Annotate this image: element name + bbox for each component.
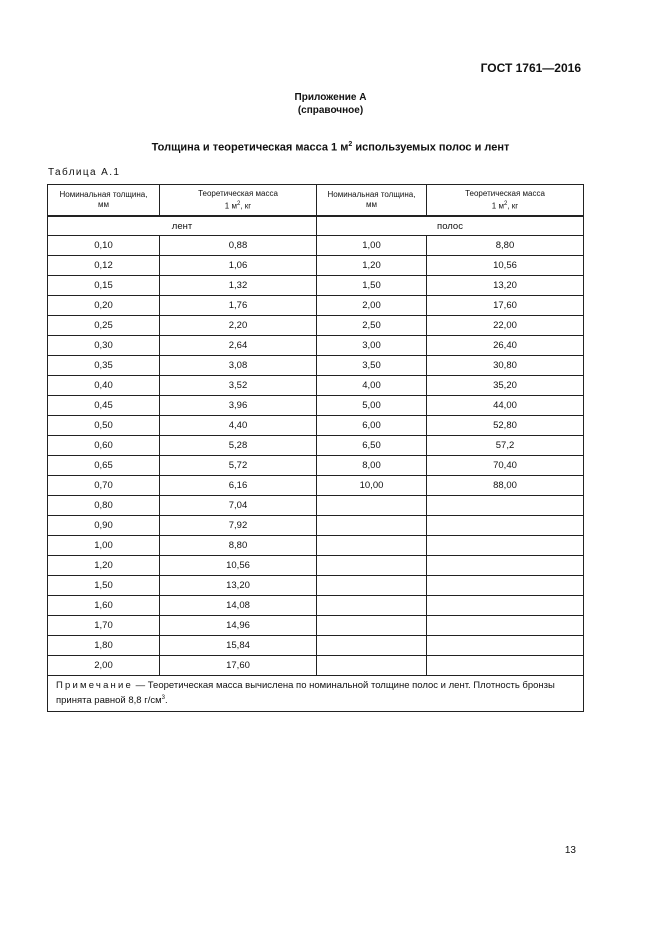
band-thickness-cell bbox=[317, 596, 427, 616]
band-thickness-cell bbox=[317, 516, 427, 536]
table-row bbox=[48, 256, 584, 276]
strip-thickness-cell: 0,35 bbox=[48, 356, 160, 376]
strip-mass-cell: 3,96 bbox=[160, 396, 317, 416]
appendix-subtitle: (справочное) bbox=[297, 105, 364, 116]
table-row bbox=[48, 416, 584, 436]
header-mass-line1: Теоретическая масса bbox=[465, 188, 545, 198]
header-mass-line2 bbox=[160, 199, 316, 212]
header-mass-unit-kg: , кг bbox=[240, 201, 252, 211]
table-row bbox=[48, 536, 584, 556]
table-row bbox=[48, 516, 584, 536]
strip-mass-cell: 10,56 bbox=[160, 556, 317, 576]
note-row bbox=[48, 676, 584, 712]
band-thickness-cell: 5,00 bbox=[317, 396, 427, 416]
band-mass-cell: 30,80 bbox=[427, 356, 584, 376]
band-mass-cell: 57,2 bbox=[427, 436, 584, 456]
header-thickness-line2: мм bbox=[366, 200, 377, 209]
strip-mass-cell: 5,28 bbox=[160, 436, 317, 456]
appendix-heading bbox=[0, 91, 661, 117]
strip-mass-cell: 1,06 bbox=[160, 256, 317, 276]
header-mass-line1: Теоретическая масса bbox=[198, 188, 278, 198]
band-mass-cell: 13,20 bbox=[427, 276, 584, 296]
table-row bbox=[48, 316, 584, 336]
header-thickness-right bbox=[317, 185, 427, 217]
strip-mass-cell: 15,84 bbox=[160, 636, 317, 656]
table-row bbox=[48, 436, 584, 456]
standard-number: ГОСТ 1761—2016 bbox=[480, 61, 581, 75]
strip-thickness-cell: 1,20 bbox=[48, 556, 160, 576]
table-row bbox=[48, 376, 584, 396]
band-thickness-cell bbox=[317, 636, 427, 656]
strip-mass-cell: 0,88 bbox=[160, 236, 317, 256]
table-row bbox=[48, 336, 584, 356]
band-thickness-cell: 8,00 bbox=[317, 456, 427, 476]
band-thickness-cell: 1,50 bbox=[317, 276, 427, 296]
strip-thickness-cell: 0,40 bbox=[48, 376, 160, 396]
section-label-bands: полос bbox=[317, 216, 584, 236]
table-row bbox=[48, 396, 584, 416]
band-mass-cell bbox=[427, 536, 584, 556]
band-thickness-cell: 3,50 bbox=[317, 356, 427, 376]
strip-thickness-cell: 0,50 bbox=[48, 416, 160, 436]
strip-thickness-cell: 1,70 bbox=[48, 616, 160, 636]
band-thickness-cell: 6,50 bbox=[317, 436, 427, 456]
header-thickness-line2: мм bbox=[98, 200, 109, 209]
document-title bbox=[0, 141, 661, 154]
header-thickness-line1: Номинальная толщина, bbox=[59, 190, 148, 199]
band-thickness-cell: 10,00 bbox=[317, 476, 427, 496]
note-superscript: 3 bbox=[161, 695, 165, 701]
band-thickness-cell: 6,00 bbox=[317, 416, 427, 436]
band-mass-cell: 17,60 bbox=[427, 296, 584, 316]
band-thickness-cell: 1,20 bbox=[317, 256, 427, 276]
appendix-title: Приложение А bbox=[294, 92, 367, 103]
strip-mass-cell: 4,40 bbox=[160, 416, 317, 436]
page-number: 13 bbox=[564, 845, 576, 856]
strip-mass-cell: 7,04 bbox=[160, 496, 317, 516]
band-thickness-cell: 3,00 bbox=[317, 336, 427, 356]
band-thickness-cell bbox=[317, 656, 427, 676]
section-label-strips: лент bbox=[48, 216, 317, 236]
band-thickness-cell: 2,50 bbox=[317, 316, 427, 336]
strip-mass-cell: 14,08 bbox=[160, 596, 317, 616]
table-row bbox=[48, 356, 584, 376]
strip-mass-cell: 1,32 bbox=[160, 276, 317, 296]
band-mass-cell: 44,00 bbox=[427, 396, 584, 416]
table-note bbox=[48, 676, 584, 712]
table-row bbox=[48, 276, 584, 296]
strip-thickness-cell: 2,00 bbox=[48, 656, 160, 676]
band-mass-cell: 88,00 bbox=[427, 476, 584, 496]
table-label: Таблица А.1 bbox=[48, 167, 121, 178]
strip-thickness-cell: 1,60 bbox=[48, 596, 160, 616]
strip-thickness-cell: 0,20 bbox=[48, 296, 160, 316]
band-thickness-cell: 2,00 bbox=[317, 296, 427, 316]
table-row bbox=[48, 656, 584, 676]
header-mass-line2 bbox=[427, 199, 583, 212]
band-mass-cell bbox=[427, 576, 584, 596]
band-thickness-cell bbox=[317, 616, 427, 636]
strip-mass-cell: 13,20 bbox=[160, 576, 317, 596]
band-mass-cell bbox=[427, 516, 584, 536]
band-thickness-cell bbox=[317, 576, 427, 596]
band-mass-cell: 26,40 bbox=[427, 336, 584, 356]
table-row bbox=[48, 296, 584, 316]
header-mass-sup: 2 bbox=[236, 200, 241, 207]
strip-thickness-cell: 0,80 bbox=[48, 496, 160, 516]
strip-thickness-cell: 0,25 bbox=[48, 316, 160, 336]
strip-thickness-cell: 0,90 bbox=[48, 516, 160, 536]
band-thickness-cell: 4,00 bbox=[317, 376, 427, 396]
header-mass-right bbox=[427, 185, 584, 217]
strip-mass-cell: 3,52 bbox=[160, 376, 317, 396]
header-thickness-left bbox=[48, 185, 160, 217]
strip-mass-cell: 3,08 bbox=[160, 356, 317, 376]
band-mass-cell bbox=[427, 636, 584, 656]
header-mass-sup: 2 bbox=[503, 200, 508, 207]
table-row bbox=[48, 476, 584, 496]
table-row bbox=[48, 556, 584, 576]
band-thickness-cell bbox=[317, 496, 427, 516]
table-row bbox=[48, 636, 584, 656]
strip-mass-cell: 8,80 bbox=[160, 536, 317, 556]
section-row bbox=[48, 216, 584, 236]
title-rest: используемых полос и лент bbox=[352, 141, 510, 154]
band-mass-cell bbox=[427, 496, 584, 516]
header-thickness-line1: Номинальная толщина, bbox=[327, 190, 416, 199]
table-row bbox=[48, 596, 584, 616]
header-mass-unit-kg: , кг bbox=[507, 201, 519, 211]
table-row bbox=[48, 456, 584, 476]
strip-mass-cell: 7,92 bbox=[160, 516, 317, 536]
band-mass-cell bbox=[427, 616, 584, 636]
strip-thickness-cell: 0,65 bbox=[48, 456, 160, 476]
band-mass-cell: 70,40 bbox=[427, 456, 584, 476]
strip-thickness-cell: 1,00 bbox=[48, 536, 160, 556]
band-mass-cell: 35,20 bbox=[427, 376, 584, 396]
band-mass-cell bbox=[427, 656, 584, 676]
band-mass-cell: 10,56 bbox=[427, 256, 584, 276]
band-thickness-cell bbox=[317, 556, 427, 576]
table-row bbox=[48, 236, 584, 256]
band-mass-cell bbox=[427, 596, 584, 616]
strip-thickness-cell: 1,50 bbox=[48, 576, 160, 596]
band-mass-cell bbox=[427, 556, 584, 576]
title-superscript: 2 bbox=[348, 141, 353, 148]
strip-thickness-cell: 1,80 bbox=[48, 636, 160, 656]
header-mass-unit: 1 м bbox=[224, 201, 237, 211]
strip-thickness-cell: 0,15 bbox=[48, 276, 160, 296]
strip-thickness-cell: 0,30 bbox=[48, 336, 160, 356]
header-mass-unit: 1 м bbox=[491, 201, 504, 211]
band-mass-cell: 22,00 bbox=[427, 316, 584, 336]
strip-mass-cell: 5,72 bbox=[160, 456, 317, 476]
strip-thickness-cell: 0,45 bbox=[48, 396, 160, 416]
strip-thickness-cell: 0,60 bbox=[48, 436, 160, 456]
strip-thickness-cell: 0,70 bbox=[48, 476, 160, 496]
band-mass-cell: 8,80 bbox=[427, 236, 584, 256]
note-end: . bbox=[164, 695, 168, 707]
band-thickness-cell bbox=[317, 536, 427, 556]
strip-mass-cell: 1,76 bbox=[160, 296, 317, 316]
note-label: Примечание bbox=[56, 680, 133, 691]
band-mass-cell: 52,80 bbox=[427, 416, 584, 436]
strip-mass-cell: 14,96 bbox=[160, 616, 317, 636]
table-row bbox=[48, 576, 584, 596]
table-row bbox=[48, 616, 584, 636]
strip-thickness-cell: 0,12 bbox=[48, 256, 160, 276]
data-table bbox=[47, 184, 584, 712]
strip-mass-cell: 6,16 bbox=[160, 476, 317, 496]
band-thickness-cell: 1,00 bbox=[317, 236, 427, 256]
strip-thickness-cell: 0,10 bbox=[48, 236, 160, 256]
note-text: — Теоретическая масса вычислена по номинальной толщине полос и лент. Плотность бронзы принята равной 8,8 г/см bbox=[56, 680, 555, 707]
table-row bbox=[48, 496, 584, 516]
title-text: Толщина и теоретическая масса 1 м bbox=[151, 141, 349, 154]
header-mass-left bbox=[160, 185, 317, 217]
strip-mass-cell: 2,64 bbox=[160, 336, 317, 356]
table-header-row bbox=[48, 185, 584, 217]
strip-mass-cell: 17,60 bbox=[160, 656, 317, 676]
strip-mass-cell: 2,20 bbox=[160, 316, 317, 336]
